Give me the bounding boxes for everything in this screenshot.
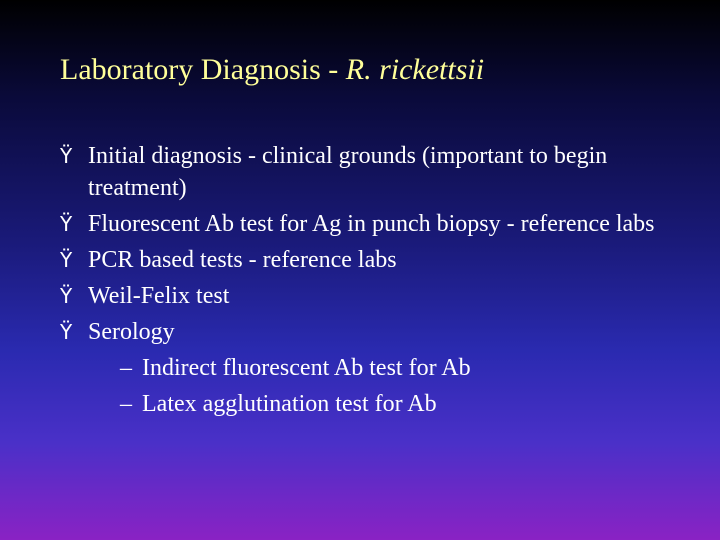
sub-bullet-text: Indirect fluorescent Ab test for Ab: [142, 355, 471, 381]
bullet-list: [60, 140, 700, 424]
slide-title-italic: R. rickettsii: [345, 53, 485, 86]
bullet-marker-icon: Ÿ: [60, 144, 73, 168]
bullet-marker-icon: Ÿ: [60, 320, 73, 344]
bullet-item: [60, 316, 700, 420]
sub-bullet-item: [60, 388, 700, 420]
slide-title-text: Laboratory Diagnosis -: [60, 53, 346, 86]
bullet-item: [60, 140, 700, 204]
slide-title: [60, 50, 484, 90]
dash-icon: –: [120, 355, 132, 381]
bullet-text: Initial diagnosis - clinical grounds (important to begin treatment): [88, 143, 608, 201]
bullet-item: [60, 280, 700, 312]
bullet-text: PCR based tests - reference labs: [88, 247, 397, 273]
bullet-text: Fluorescent Ab test for Ag in punch biopsy - reference labs: [88, 211, 655, 237]
sub-bullet-text: Latex agglutination test for Ab: [142, 391, 437, 417]
bullet-marker-icon: Ÿ: [60, 248, 73, 272]
bullet-text: Weil-Felix test: [88, 283, 230, 309]
bullet-text: Serology: [88, 319, 175, 345]
bullet-marker-icon: Ÿ: [60, 212, 73, 236]
bullet-item: [60, 244, 700, 276]
sub-bullet-item: [60, 352, 700, 384]
dash-icon: –: [120, 391, 132, 417]
bullet-item: [60, 208, 700, 240]
bullet-marker-icon: Ÿ: [60, 284, 73, 308]
